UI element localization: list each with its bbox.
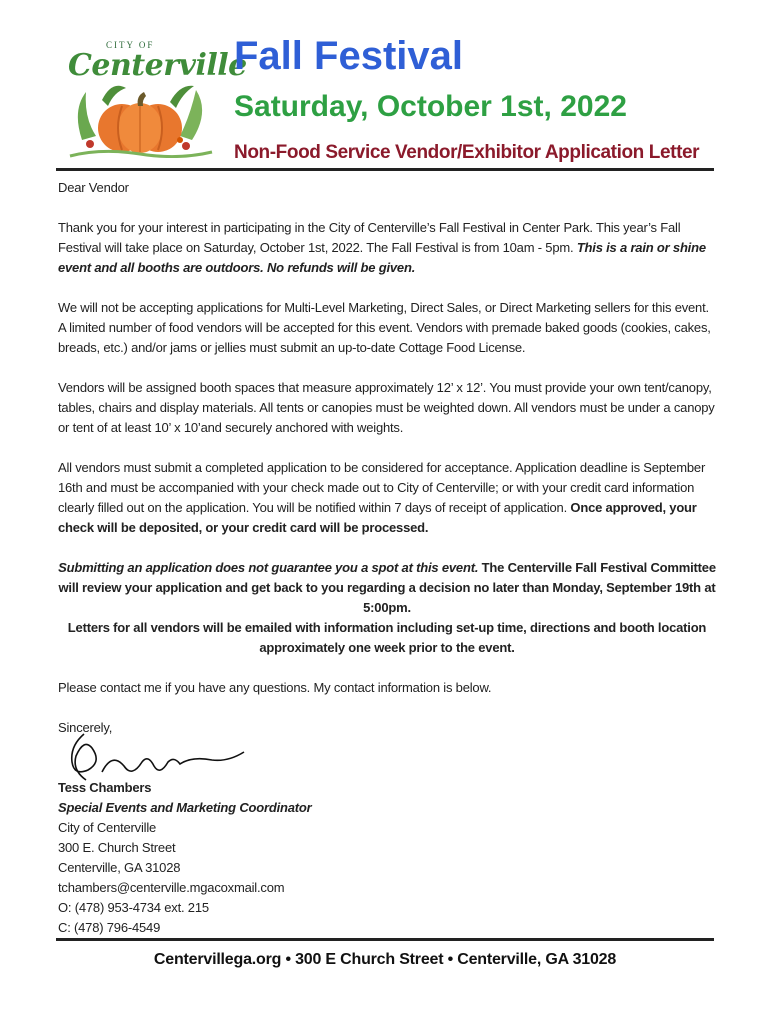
paragraph-notification: Letters for all vendors will be emailed with information including set-up time, directions and booth location approximately one week prior to the event. xyxy=(67,620,707,655)
centerville-logo xyxy=(62,40,247,158)
paragraph-restrictions: We will not be accepting applications for Multi-Level Marketing, Direct Sales, or Direct Marketing sellers for this event. A limited number of food vendors will be accepted for this event. Vendors with premade baked goods (cookies, cakes, breads, etc.) and/or jams or jellies must submit an up-to-date Cottage Food License. xyxy=(58,300,711,355)
event-date: Saturday, October 1st, 2022 xyxy=(234,90,627,123)
signer-cell-phone: C: (478) 796-4549 xyxy=(58,920,161,935)
paragraph-booth-spaces: Vendors will be assigned booth spaces that measure approximately 12’ x 12’. You must provide your own tent/canopy, tables, chairs and display materials. All tents or canopies must be weighted down. All vendors must be under a canopy or tent of at least 10’ x 10’and securely anchored with weights. xyxy=(58,380,715,435)
paragraph-application xyxy=(58,458,716,538)
paragraph-intro xyxy=(58,218,716,278)
footer-divider xyxy=(56,938,714,941)
logo-name-text: Centerville xyxy=(68,48,247,83)
paragraph-application-emphasis: Once approved, your check will be deposited, or your credit card will be processed. xyxy=(58,500,697,535)
salutation: Dear Vendor xyxy=(58,180,129,195)
signer-address-line2: Centerville, GA 31028 xyxy=(58,860,181,875)
logo-city-text: CITY OF xyxy=(106,40,155,50)
footer-address: Centervillega.org • 300 E Church Street • Centerville, GA 31028 xyxy=(153,951,617,968)
pumpkin-icon xyxy=(62,40,220,158)
signer-title: Special Events and Marketing Coordinator xyxy=(58,800,312,815)
signer-address-line1: 300 E. Church Street xyxy=(58,840,176,855)
letter-subtitle: Non-Food Service Vendor/Exhibitor Application Letter xyxy=(234,142,700,163)
signer-email: tchambers@centerville.mgacoxmail.com xyxy=(58,880,285,895)
header-divider xyxy=(56,168,714,171)
signature-block xyxy=(58,778,716,938)
paragraph-contact: Please contact me if you have any questions. My contact information is below. xyxy=(58,680,492,695)
paragraph-review-emphasis: Submitting an application does not guarantee you a spot at this event. xyxy=(58,560,479,575)
paragraph-intro-emphasis: This is a rain or shine event and all booths are outdoors. No refunds will be given. xyxy=(58,240,706,275)
signature-image xyxy=(62,726,252,786)
paragraph-review-text: The Centerville Fall Festival Committee will review your application and get back to you regarding a decision no later than Monday, September 19th at 5:00pm. xyxy=(58,560,716,615)
paragraph-intro-text: Thank you for your interest in participating in the City of Centerville’s Fall Festival in Center Park. This year’s Fall Festival will take place on Saturday, October 1st, 2022. The Fall Festival is from 10am - 5pm. xyxy=(58,220,681,255)
paragraph-review xyxy=(58,558,716,618)
closing: Sincerely, xyxy=(58,720,113,735)
signer-name: Tess Chambers xyxy=(58,780,152,795)
signer-office-phone: O: (478) 953-4734 ext. 215 xyxy=(58,900,209,915)
page-title: Fall Festival xyxy=(234,34,463,78)
signer-organization: City of Centerville xyxy=(58,820,157,835)
paragraph-application-text: All vendors must submit a completed application to be considered for acceptance. Application deadline is September 16th and must be accompanied with your check made out to City of Centerville; or with your credit card information clearly filled out on the application. You will be notified within 7 days of receipt of application. xyxy=(58,460,706,515)
